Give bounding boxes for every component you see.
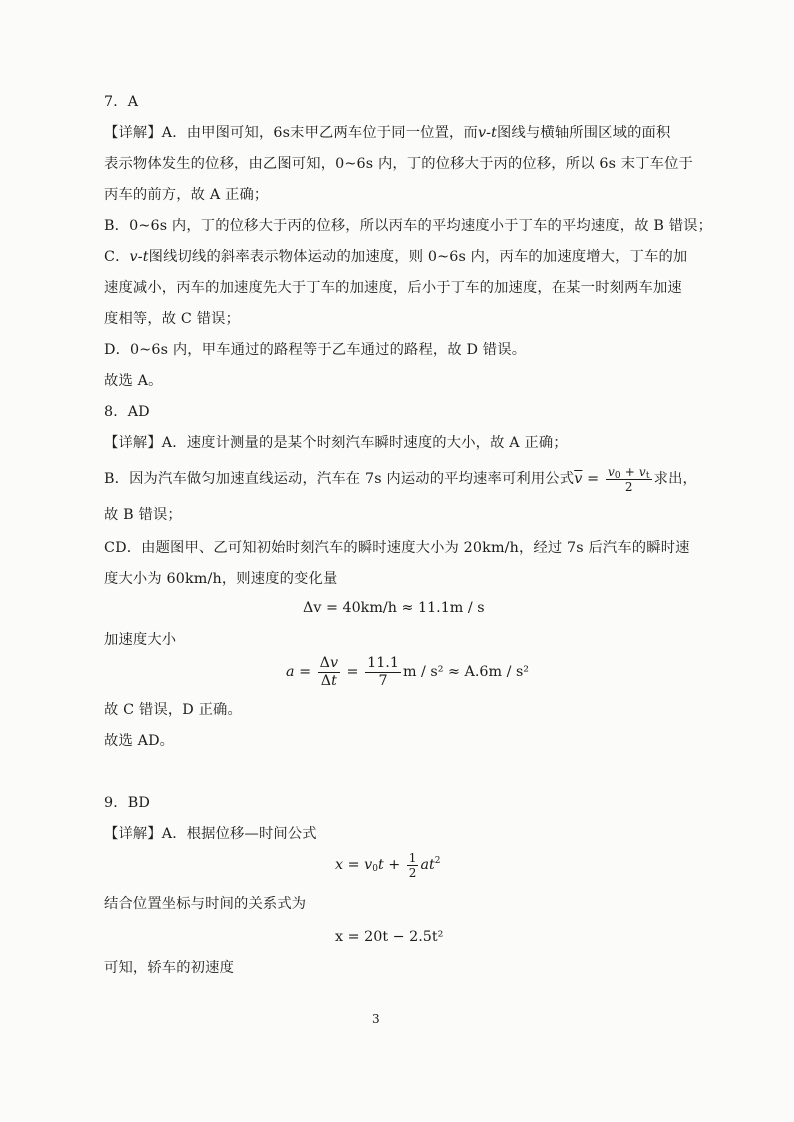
q7-c-vt-symbol: v-t [129, 249, 149, 265]
average-velocity-formula: $\overline{v}$ = $\frac{v_0 + v_t}{2}$ [574, 464, 650, 494]
q7-option-b: B．0~6s 内，丁的位移大于丙的位移，所以丙车的平均速度小于丁车的平均速度，故 B 错误； [104, 218, 713, 234]
q7-option-a-line3: 丙车的前方，故 A 正确； [104, 187, 269, 203]
accel-numerator: 11.1 [367, 654, 399, 671]
q8-conclusion: 故选 AD。 [104, 733, 175, 749]
q7-c-suffix: 图线切线的斜率表示物体运动的加速度，则 0~6s 内，丙车的加速度增大，丁车的加 [148, 249, 688, 265]
q8-option-a: 【详解】A．速度计测量的是某个时刻汽车瞬时速度的大小，故 A 正确； [104, 435, 568, 451]
q7-option-a-line2: 表示物体发生的位移，由乙图可知，0~6s 内，丁的位移大于丙的位移，所以 6s 末丁车位于 [104, 156, 694, 172]
q8-option-b-line1 [104, 462, 697, 496]
q9-option-a: 【详解】A．根据位移—时间公式 [104, 826, 317, 842]
q9-heading: 9．BD [104, 795, 150, 811]
accel-label: 加速度大小 [104, 632, 177, 648]
q7-option-c-line3: 度相等，故 C 错误； [104, 311, 241, 327]
q8-option-cd-line1: CD．由题图甲、乙可知初始时刻汽车的瞬时速度大小为 20km/h，经过 7s 后汽车的瞬时速 [104, 540, 690, 556]
q9-known-line: 可知，轿车的初速度 [104, 960, 235, 976]
position-time-equation: x = 20t − 2.5t² [335, 929, 444, 945]
q7-vt-symbol: v-t [477, 125, 498, 141]
q8-option-cd-line2: 度大小为 60km/h，则速度的变化量 [104, 571, 338, 587]
displacement-time-formula: $x = v_0t$ + $\frac{1}{2}$ $at^2$ [335, 850, 441, 880]
q7-option-c-line1 [104, 247, 687, 267]
q7-a-prefix: 【详解】A．由甲图可知，6s末甲乙两车位于同一位置，而 [104, 125, 478, 141]
q8-heading: 8．AD [104, 404, 150, 420]
q7-heading: 7．A [104, 94, 139, 110]
q7-conclusion: 故选 A。 [104, 373, 163, 389]
accel-denominator: 7 [378, 672, 388, 689]
delta-v-equation: Δv = 40km/h ≈ 11.1m / s [303, 600, 485, 616]
q7-a-suffix: 图线与横轴所围区域的面积 [497, 125, 671, 141]
q8-b-suffix: 求出， [653, 471, 697, 487]
q8-cd-conclusion: 故 C 错误，D 正确。 [104, 702, 242, 718]
q8-b-prefix: B．因为汽车做匀加速直线运动，汽车在 7s 内运动的平均速率可利用公式 [104, 471, 575, 487]
q7-option-c-line2: 速度减小，丙车的加速度先大于丁车的加速度，后小于丁车的加速度，在某一时刻两车加速 [104, 280, 682, 296]
q7-c-prefix: C． [104, 249, 130, 265]
q8-option-b-line2: 故 B 错误； [104, 507, 182, 523]
q7-option-d: D．0~6s 内，甲车通过的路程等于乙车通过的路程，故 D 错误。 [104, 342, 527, 358]
accel-result: m / s² ≈ A.6m / s² [402, 664, 530, 680]
q9-combine-line: 结合位置坐标与时间的关系式为 [104, 896, 307, 912]
acceleration-equation: a = $\frac{\Delta v}{\Delta t}$ = $\frac{11.1}{7}$ m / s² ≈ A.6m / s² [286, 654, 530, 689]
page-number: 3 [372, 1012, 380, 1026]
q7-option-a-line1 [104, 123, 670, 143]
